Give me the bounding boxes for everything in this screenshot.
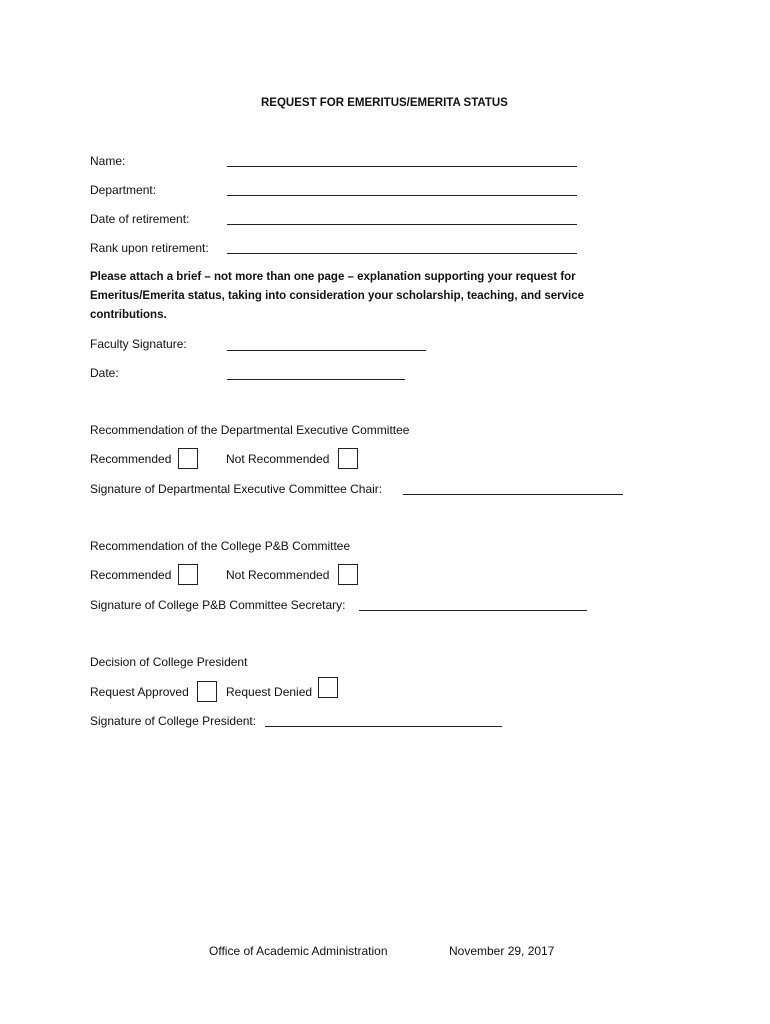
- department-field[interactable]: [227, 195, 577, 196]
- request-denied-checkbox[interactable]: [318, 677, 338, 698]
- footer-office: Office of Academic Administration: [209, 944, 388, 958]
- pb-not-recommended-checkbox[interactable]: [338, 564, 358, 585]
- dept-recommended-label: Recommended: [90, 452, 172, 466]
- president-signature-field[interactable]: [265, 726, 502, 727]
- president-heading: Decision of College President: [90, 655, 248, 669]
- college-pb-heading: Recommendation of the College P&B Committee: [90, 539, 351, 553]
- rank-field[interactable]: [227, 253, 577, 254]
- dept-not-recommended-label: Not Recommended: [226, 452, 330, 466]
- pb-recommended-label: Recommended: [90, 568, 172, 582]
- request-approved-label: Request Approved: [90, 685, 189, 699]
- department-label: Department:: [90, 183, 157, 197]
- request-approved-checkbox[interactable]: [197, 681, 217, 702]
- dept-chair-signature-label: Signature of Departmental Executive Committee Chair:: [90, 482, 383, 496]
- rank-label: Rank upon retirement:: [90, 241, 209, 255]
- pb-not-recommended-label: Not Recommended: [226, 568, 330, 582]
- departmental-heading: Recommendation of the Departmental Executive Committee: [90, 423, 410, 437]
- request-denied-label: Request Denied: [226, 685, 313, 699]
- dept-chair-signature-field[interactable]: [403, 494, 623, 495]
- retirement-date-field[interactable]: [227, 224, 577, 225]
- dept-recommended-checkbox[interactable]: [178, 448, 198, 469]
- name-field[interactable]: [227, 166, 577, 167]
- retirement-date-label: Date of retirement:: [90, 212, 190, 226]
- pb-secretary-signature-field[interactable]: [359, 610, 587, 611]
- date-label: Date:: [90, 366, 119, 380]
- instruction-paragraph: Please attach a brief – not more than one page – explanation supporting your request for Emeritus/Emerita status, taking into consideration your scholarship, teaching, and service contributions.: [90, 271, 584, 321]
- name-label: Name:: [90, 154, 126, 168]
- pb-recommended-checkbox[interactable]: [178, 564, 198, 585]
- president-signature-label: Signature of College President:: [90, 714, 257, 728]
- footer-date: November 29, 2017: [449, 944, 555, 958]
- pb-secretary-signature-label: Signature of College P&B Committee Secretary:: [90, 598, 346, 612]
- page-title: REQUEST FOR EMERITUS/EMERITA STATUS: [261, 97, 508, 109]
- dept-not-recommended-checkbox[interactable]: [338, 448, 358, 469]
- faculty-signature-field[interactable]: [227, 350, 426, 351]
- faculty-signature-label: Faculty Signature:: [90, 337, 187, 351]
- date-field[interactable]: [227, 379, 405, 380]
